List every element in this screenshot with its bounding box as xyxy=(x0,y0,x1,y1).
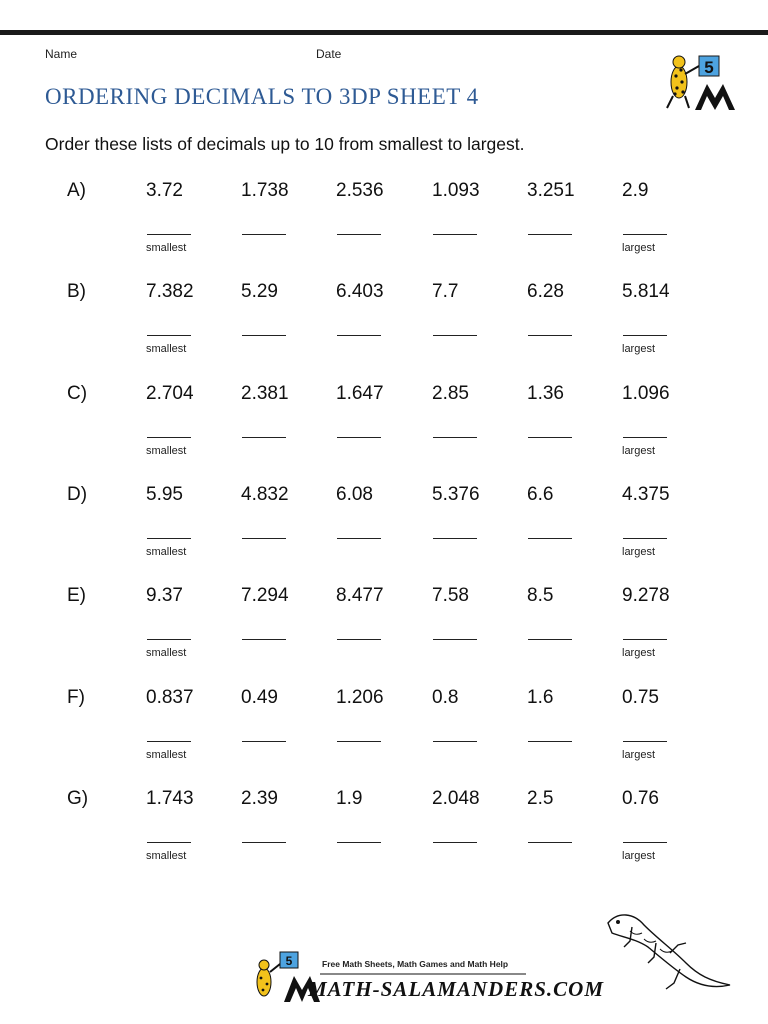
problem-row xyxy=(0,383,768,473)
decimal-number: 2.9 xyxy=(622,180,649,201)
problem-letter: E) xyxy=(67,585,86,607)
decimal-number: 1.36 xyxy=(527,382,564,404)
problem-row xyxy=(0,687,768,777)
decimal-number: 0.75 xyxy=(622,686,659,708)
smallest-caption: smallest xyxy=(146,748,187,761)
decimal-number: 8.5 xyxy=(527,585,554,607)
smallest-caption: smallest xyxy=(146,647,187,660)
answer-blank[interactable] xyxy=(623,437,667,438)
decimal-number: 6.28 xyxy=(527,281,564,303)
decimal-number: 2.85 xyxy=(432,382,469,404)
salamander-illustration xyxy=(600,905,735,1005)
problem-letter: B) xyxy=(67,281,86,303)
decimal-number: 0.49 xyxy=(241,686,278,708)
decimal-number: 1.206 xyxy=(336,686,384,708)
answer-blank[interactable] xyxy=(528,842,572,843)
answer-blank[interactable] xyxy=(528,741,572,742)
answer-blank[interactable] xyxy=(147,741,191,742)
largest-caption: largest xyxy=(622,849,656,862)
decimal-number: 5.95 xyxy=(146,483,183,505)
answer-blank[interactable] xyxy=(337,437,381,438)
answer-blank[interactable] xyxy=(242,842,286,843)
smallest-caption: smallest xyxy=(146,849,187,862)
decimal-number: 6.08 xyxy=(336,483,373,505)
top-rule xyxy=(0,30,768,35)
footer-tagline: Free Math Sheets, Math Games and Math Help xyxy=(322,959,509,969)
decimal-number: 4.832 xyxy=(241,483,289,505)
decimal-number: 3.251 xyxy=(527,180,575,201)
decimal-number: 0.8 xyxy=(432,686,459,708)
decimal-number: 6.6 xyxy=(527,483,554,505)
decimal-number: 7.58 xyxy=(432,585,469,607)
answer-blank[interactable] xyxy=(242,741,286,742)
answer-blank[interactable] xyxy=(433,639,477,640)
answer-blank[interactable] xyxy=(528,335,572,336)
logo-number: 5 xyxy=(704,58,714,77)
smallest-caption: smallest xyxy=(146,545,187,558)
answer-blank[interactable] xyxy=(433,335,477,336)
answer-blank[interactable] xyxy=(242,538,286,539)
footer-site-name: MATH-SALAMANDERS.COM xyxy=(308,977,604,1001)
answer-blank[interactable] xyxy=(242,639,286,640)
decimal-number: 0.76 xyxy=(622,787,659,809)
answer-blank[interactable] xyxy=(623,842,667,843)
decimal-number: 3.72 xyxy=(146,180,183,201)
answer-blank[interactable] xyxy=(147,234,191,235)
decimal-number: 2.39 xyxy=(241,787,278,809)
decimal-number: 9.37 xyxy=(146,585,183,607)
decimal-number: 2.536 xyxy=(336,180,384,201)
answer-blank[interactable] xyxy=(623,234,667,235)
decimal-number: 5.814 xyxy=(622,281,670,303)
decimal-number: 5.376 xyxy=(432,483,480,505)
answer-blank[interactable] xyxy=(433,538,477,539)
smallest-caption: smallest xyxy=(146,343,187,356)
problem-letter: A) xyxy=(67,180,86,201)
decimal-number: 7.382 xyxy=(146,281,194,303)
answer-blank[interactable] xyxy=(433,234,477,235)
answer-blank[interactable] xyxy=(147,335,191,336)
largest-caption: largest xyxy=(622,748,656,761)
answer-blank[interactable] xyxy=(147,437,191,438)
problem-row xyxy=(0,788,768,878)
answer-blank[interactable] xyxy=(337,234,381,235)
decimal-number: 1.6 xyxy=(527,686,554,708)
date-label: Date xyxy=(316,47,342,61)
problem-letter: F) xyxy=(67,686,85,708)
decimal-number: 0.837 xyxy=(146,686,194,708)
answer-blank[interactable] xyxy=(337,335,381,336)
answer-blank[interactable] xyxy=(528,538,572,539)
answer-blank[interactable] xyxy=(147,538,191,539)
decimal-number: 1.093 xyxy=(432,180,480,201)
answer-blank[interactable] xyxy=(623,538,667,539)
problem-row xyxy=(0,484,768,574)
problem-row xyxy=(0,585,768,675)
problem-row xyxy=(0,281,768,371)
problem-row xyxy=(0,180,768,270)
problem-letter: D) xyxy=(67,483,88,505)
answer-blank[interactable] xyxy=(242,335,286,336)
decimal-number: 7.7 xyxy=(432,281,459,303)
answer-blank[interactable] xyxy=(337,538,381,539)
answer-blank[interactable] xyxy=(242,437,286,438)
answer-blank[interactable] xyxy=(433,741,477,742)
smallest-caption: smallest xyxy=(146,444,187,457)
decimal-number: 9.278 xyxy=(622,585,670,607)
largest-caption: largest xyxy=(622,647,656,660)
answer-blank[interactable] xyxy=(147,639,191,640)
problem-letter: G) xyxy=(67,787,89,809)
decimal-number: 1.647 xyxy=(336,382,384,404)
decimal-number: 1.738 xyxy=(241,180,289,201)
answer-blank[interactable] xyxy=(528,234,572,235)
decimal-number: 7.294 xyxy=(241,585,289,607)
decimal-number: 1.9 xyxy=(336,787,363,809)
largest-caption: largest xyxy=(622,343,656,356)
answer-blank[interactable] xyxy=(623,741,667,742)
decimal-number: 1.096 xyxy=(622,382,670,404)
largest-caption: largest xyxy=(622,545,656,558)
problem-letter: C) xyxy=(67,382,88,404)
decimal-number: 2.381 xyxy=(241,382,289,404)
largest-caption: largest xyxy=(622,242,656,254)
decimal-number: 1.743 xyxy=(146,787,194,809)
decimal-number: 2.048 xyxy=(432,787,480,809)
answer-blank[interactable] xyxy=(242,234,286,235)
answer-blank[interactable] xyxy=(337,741,381,742)
footer-logo-number: 5 xyxy=(285,954,293,968)
smallest-caption: smallest xyxy=(146,242,187,254)
largest-caption: largest xyxy=(622,444,656,457)
decimal-number: 8.477 xyxy=(336,585,384,607)
answer-blank[interactable] xyxy=(528,437,572,438)
decimal-number: 4.375 xyxy=(622,483,670,505)
answer-blank[interactable] xyxy=(623,639,667,640)
instructions: Order these lists of decimals up to 10 from smallest to largest. xyxy=(45,134,525,154)
name-label: Name xyxy=(45,47,78,61)
answer-blank[interactable] xyxy=(433,437,477,438)
answer-blank[interactable] xyxy=(147,842,191,843)
page-title: ORDERING DECIMALS TO 3DP SHEET 4 xyxy=(45,84,479,109)
decimal-number: 2.5 xyxy=(527,787,554,809)
math-salamanders-logo xyxy=(659,48,739,112)
answer-blank[interactable] xyxy=(337,639,381,640)
answer-blank[interactable] xyxy=(623,335,667,336)
answer-blank[interactable] xyxy=(528,639,572,640)
decimal-number: 5.29 xyxy=(241,281,278,303)
answer-blank[interactable] xyxy=(433,842,477,843)
decimal-number: 2.704 xyxy=(146,382,194,404)
decimal-number: 6.403 xyxy=(336,281,384,303)
answer-blank[interactable] xyxy=(337,842,381,843)
